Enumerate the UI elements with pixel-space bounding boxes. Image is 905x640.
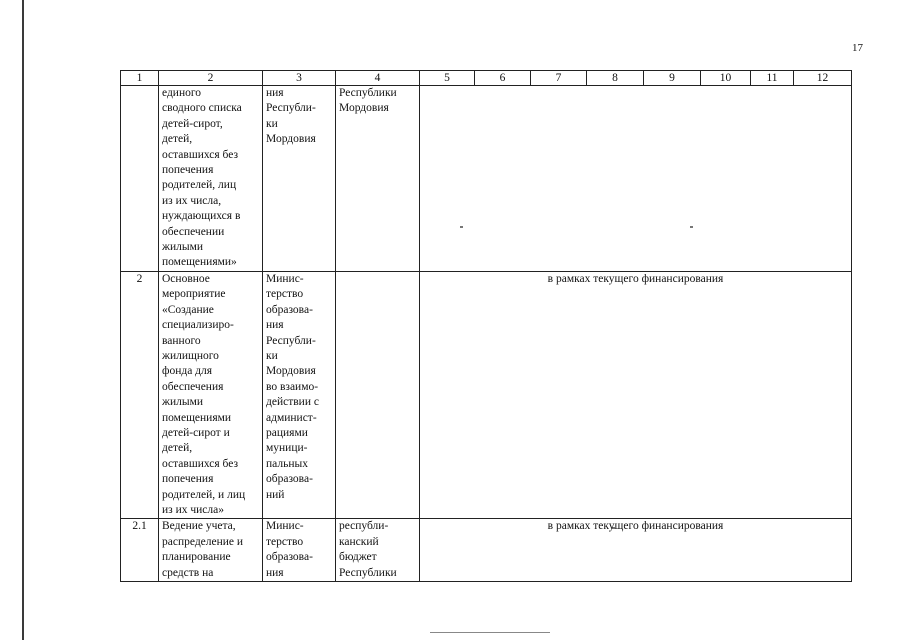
funding-source (336, 271, 420, 519)
financing-note: в рамках текущего финансирования (420, 271, 852, 519)
table-row (121, 86, 852, 272)
table-row (121, 519, 852, 582)
cell-line: детей-сирот и (162, 426, 230, 439)
row-number: 2.1 (121, 519, 159, 582)
cell-line: единого (162, 87, 202, 99)
cell-line: детей, (162, 442, 193, 455)
header-cell-1: 1 (121, 71, 159, 86)
cell-line: детей-сирот, (162, 117, 223, 130)
cell-line: терство (266, 288, 304, 301)
cell-line: терство (266, 535, 304, 548)
header-cell-10: 10 (701, 71, 751, 86)
financing-note: в рамках текущего финансирования (420, 519, 852, 582)
cell-line: жилыми (162, 396, 203, 409)
cell-line: муници- (266, 442, 308, 455)
cell-line: родителей, и лиц (162, 488, 246, 501)
cell-line: планирование (162, 551, 231, 564)
cell-line: ний (266, 488, 285, 501)
row-number: 2 (121, 271, 159, 519)
cell-line: Мордовия (339, 102, 389, 115)
cell-line: ки (266, 117, 278, 130)
cell-line: помещениями» (162, 256, 237, 269)
header-cell-9: 9 (644, 71, 701, 86)
table-row (121, 271, 852, 519)
measure-name (159, 519, 263, 582)
cell-line: Республи- (266, 102, 316, 115)
cell-line: родителей, лиц (162, 179, 237, 192)
responsible-executor (263, 519, 336, 582)
header-cell-11: 11 (751, 71, 794, 86)
responsible-executor (263, 271, 336, 519)
cell-line: пальных (266, 457, 308, 470)
row-number (121, 86, 159, 272)
cell-line: обеспечения (162, 380, 224, 393)
cell-line: Основное (162, 272, 210, 285)
cell-line: мероприятие (162, 288, 226, 301)
cell-line: Республи- (266, 334, 316, 347)
measure-name (159, 271, 263, 519)
cell-line: оставшихся без (162, 148, 239, 161)
cell-line: Республики (339, 87, 397, 99)
header-cell-3: 3 (263, 71, 336, 86)
header-cell-5: 5 (420, 71, 475, 86)
measure-name (159, 86, 263, 272)
cell-line: жилыми (162, 241, 203, 254)
cell-line: средств на (162, 566, 214, 579)
cell-line: Минис- (266, 272, 304, 285)
header-cell-8: 8 (587, 71, 644, 86)
scan-edge (22, 0, 24, 640)
cell-line: канский (339, 535, 379, 548)
cell-line: республи- (339, 520, 389, 533)
cell-line: бюджет (339, 551, 377, 564)
cell-line: Мордовия (266, 133, 316, 146)
cell-line: из их числа, (162, 194, 222, 207)
cell-line: нуждающихся в (162, 210, 241, 223)
header-cell-12: 12 (794, 71, 852, 86)
financing-note (420, 86, 852, 272)
cell-line: специализиро- (162, 319, 234, 332)
header-cell-2: 2 (159, 71, 263, 86)
cell-line: ния (266, 566, 284, 579)
header-cell-4: 4 (336, 71, 420, 86)
cell-line: фонда для (162, 365, 213, 378)
cell-line: рациями (266, 426, 308, 439)
cell-line: ния (266, 319, 284, 332)
cell-line: админист- (266, 411, 317, 424)
cell-line: Республики (339, 566, 397, 579)
page-number: 17 (852, 42, 863, 54)
header-cell-7: 7 (531, 71, 587, 86)
cell-line: попечения (162, 473, 214, 486)
cell-line: образова- (266, 473, 313, 486)
cell-line: жилищного (162, 349, 219, 362)
funding-source (336, 519, 420, 582)
cell-line: оставшихся без (162, 457, 239, 470)
responsible-executor (263, 86, 336, 272)
cell-line: детей, (162, 133, 193, 146)
cell-line: «Создание (162, 303, 214, 316)
header-row (121, 71, 852, 86)
cell-line: образова- (266, 551, 313, 564)
funding-source (336, 86, 420, 272)
cell-line: помещениями (162, 411, 232, 424)
cell-line: попечения (162, 164, 214, 177)
scan-artifact-line (430, 632, 550, 633)
cell-line: Ведение учета, (162, 520, 236, 533)
cell-line: из их числа» (162, 503, 224, 516)
cell-line: ния (266, 87, 284, 99)
cell-line: Минис- (266, 520, 304, 533)
cell-line: Мордовия (266, 365, 316, 378)
cell-line: ки (266, 349, 278, 362)
cell-line: обеспечении (162, 225, 225, 238)
cell-line: во взаимо- (266, 380, 319, 393)
program-table (120, 70, 852, 582)
cell-line: распределение и (162, 535, 244, 548)
cell-line: действии с (266, 396, 319, 409)
cell-line: образова- (266, 303, 313, 316)
cell-line: сводного списка (162, 102, 242, 115)
header-cell-6: 6 (475, 71, 531, 86)
cell-line: ванного (162, 334, 201, 347)
